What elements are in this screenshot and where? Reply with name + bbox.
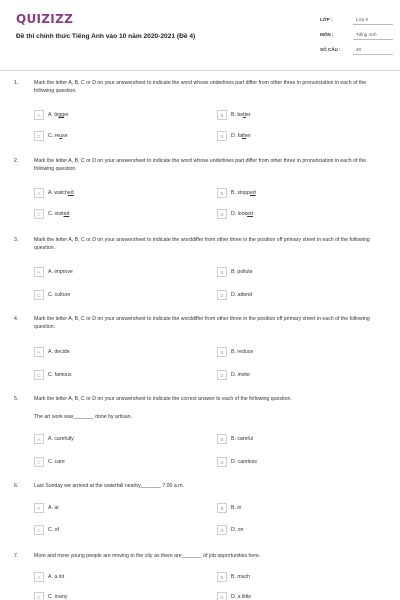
quizizz-logo: QUIZIZZ <box>16 12 74 26</box>
option-text: B. stopped <box>231 190 256 196</box>
question-number: 7. <box>14 553 19 559</box>
option-letter-box: C <box>34 131 44 141</box>
option-text: C. visited <box>48 211 70 217</box>
option-letter-box: A <box>34 503 44 513</box>
option-letter-box: B <box>217 434 227 444</box>
answer-option-b[interactable] <box>217 267 387 281</box>
option-letter-box: C <box>34 290 44 300</box>
question-number: 6. <box>14 483 19 489</box>
option-letter-box: D <box>217 131 227 141</box>
answer-option-a[interactable] <box>34 110 204 124</box>
option-text: C. many <box>48 594 68 600</box>
option-text: B. careful <box>231 436 253 442</box>
option-letter-box: B <box>217 503 227 513</box>
answer-option-c[interactable] <box>34 370 204 384</box>
option-text: D. invite <box>231 372 250 378</box>
answer-option-c[interactable] <box>34 290 204 304</box>
header-divider <box>0 70 400 71</box>
option-text: A. bigger <box>48 112 69 118</box>
answer-option-a[interactable] <box>34 347 204 361</box>
answer-option-a[interactable] <box>34 267 204 281</box>
page-header <box>0 0 400 68</box>
option-letter-box: B <box>217 110 227 120</box>
question-number: 5. <box>14 396 19 402</box>
question-text: More and more young people are moving to the city as there are_______ of job opportunities here. <box>34 553 261 559</box>
question-text: Mark the letter A, B, C or D on your answersheet to indicate the word whose underlines part differ from other three in pronunciation in each of the following question. <box>34 80 367 94</box>
question-text: Last Sunday we arrived at the waterfall nearby_______ 7.00 a.m. <box>34 483 184 489</box>
meta-subject-value: Tiếng Anh <box>353 29 393 40</box>
option-letter-box: C <box>34 525 44 535</box>
answer-option-b[interactable] <box>217 434 387 448</box>
option-letter-box: C <box>34 370 44 380</box>
option-letter-box: C <box>34 592 44 600</box>
option-letter-box: D <box>217 209 227 219</box>
option-letter-box: A <box>34 434 44 444</box>
meta-grade-label: LỚP : <box>320 17 333 22</box>
answer-option-c[interactable] <box>34 592 204 600</box>
answer-option-b[interactable] <box>217 110 387 124</box>
answer-option-b[interactable] <box>217 347 387 361</box>
option-text: C. care <box>48 459 65 465</box>
question-text: Mark the letter A, B, C or D on your answersheet to indicate the worddiffer from other three in the position off primary street in each of the following question. <box>34 316 370 330</box>
question-number: 3. <box>14 237 19 243</box>
question-text: Mark the letter A, B, C or D on your answersheet to indicate the worddiffer from other three in the position off primary street in each of the following question. <box>34 237 370 251</box>
option-text: C. famous <box>48 372 72 378</box>
meta-subject-label: MÔN : <box>320 32 334 37</box>
answer-option-c[interactable] <box>34 457 204 471</box>
question-sentence: The art work was_______ done by artisan. <box>34 414 133 420</box>
answer-option-b[interactable] <box>217 572 387 586</box>
option-letter-box: C <box>34 457 44 467</box>
answer-option-c[interactable] <box>34 131 204 145</box>
option-text: D. attend <box>231 292 253 298</box>
option-text: A. watched <box>48 190 74 196</box>
answer-option-c[interactable] <box>34 209 204 223</box>
option-text: D. careless <box>231 459 257 465</box>
option-text: C. reuse <box>48 133 68 139</box>
option-letter-box: B <box>217 572 227 582</box>
option-text: B. in <box>231 505 242 511</box>
question-number: 4. <box>14 316 19 322</box>
question-number: 1. <box>14 80 19 86</box>
option-letter-box: A <box>34 267 44 277</box>
answer-option-b[interactable] <box>217 503 387 517</box>
option-text: A. carefully <box>48 436 74 442</box>
option-text: B. much <box>231 574 251 580</box>
answer-option-a[interactable] <box>34 188 204 202</box>
option-letter-box: B <box>217 188 227 198</box>
answer-option-a[interactable] <box>34 434 204 448</box>
option-text: A. a lot <box>48 574 65 580</box>
option-text: B. reduce <box>231 349 254 355</box>
meta-count-label: SỐ CÂU : <box>320 47 341 52</box>
option-letter-box: B <box>217 347 227 357</box>
option-letter-box: A <box>34 347 44 357</box>
option-text: A. at <box>48 505 59 511</box>
answer-option-d[interactable] <box>217 290 387 304</box>
option-text: D. a little <box>231 594 252 600</box>
answer-option-d[interactable] <box>217 592 387 600</box>
option-text: A. decide <box>48 349 70 355</box>
option-text: B. better <box>231 112 251 118</box>
option-letter-box: D <box>217 457 227 467</box>
option-text: D. father <box>231 133 251 139</box>
meta-grade-value: Lớp 9 <box>353 14 393 25</box>
answer-option-d[interactable] <box>217 209 387 223</box>
option-text: A. improve <box>48 269 73 275</box>
answer-option-d[interactable] <box>217 457 387 471</box>
answer-option-c[interactable] <box>34 525 204 539</box>
option-text: C. of <box>48 527 59 533</box>
answer-option-d[interactable] <box>217 370 387 384</box>
option-text: C. culture <box>48 292 71 298</box>
option-letter-box: D <box>217 525 227 535</box>
answer-option-d[interactable] <box>217 131 387 145</box>
option-letter-box: A <box>34 110 44 120</box>
option-letter-box: D <box>217 370 227 380</box>
option-letter-box: A <box>34 188 44 198</box>
option-letter-box: D <box>217 592 227 600</box>
answer-option-a[interactable] <box>34 503 204 517</box>
option-text: D. looked <box>231 211 253 217</box>
option-text: D. on <box>231 527 244 533</box>
question-text: Mark the letter A, B, C or D on your answersheet to indicate the correct answer to each of the following question. <box>34 396 292 402</box>
answer-option-b[interactable] <box>217 188 387 202</box>
document-title: Đề thi chính thức Tiếng Anh vào 10 năm 2020-2021 (Đề 4) <box>16 33 196 40</box>
option-text: B. pollute <box>231 269 253 275</box>
meta-count-value: 40 <box>353 44 393 55</box>
option-letter-box: C <box>34 209 44 219</box>
option-letter-box: D <box>217 290 227 300</box>
option-letter-box: B <box>217 267 227 277</box>
question-number: 2. <box>14 158 19 164</box>
answer-option-d[interactable] <box>217 525 387 539</box>
question-text: Mark the letter A, B, C or D on your answersheet to indicate the word whose underlines part differ from other three in pronunciation in each of the following question. <box>34 158 367 172</box>
answer-option-a[interactable] <box>34 572 204 586</box>
option-letter-box: A <box>34 572 44 582</box>
